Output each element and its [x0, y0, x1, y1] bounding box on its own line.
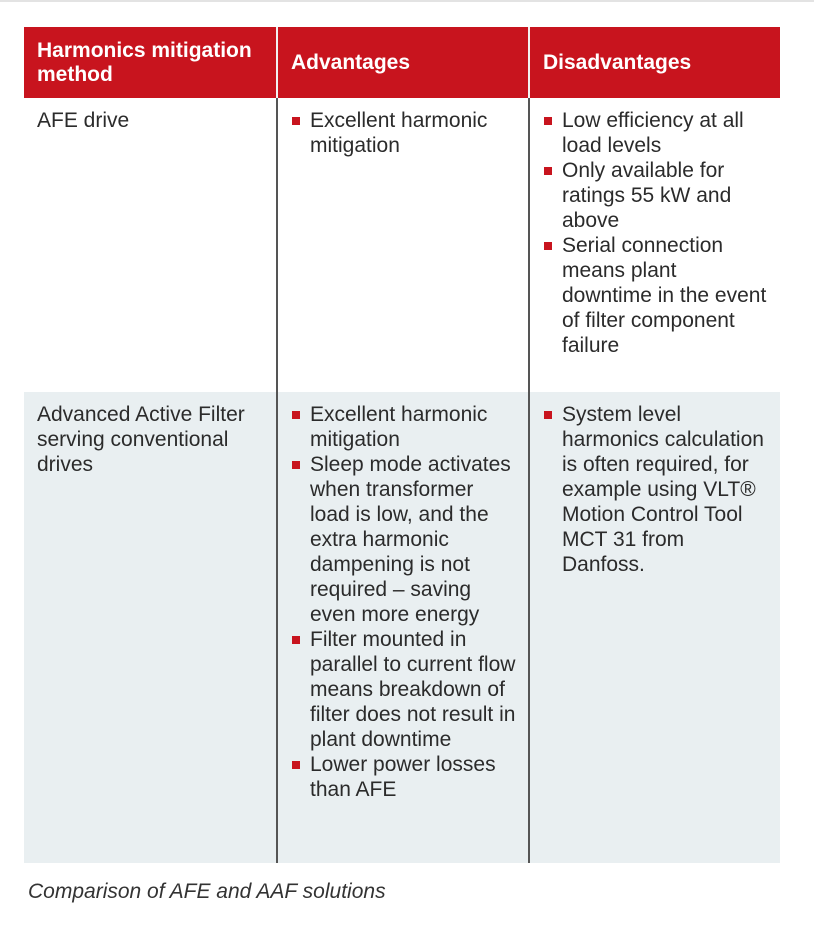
advantages-cell [276, 98, 528, 392]
header-advantages: Advantages [276, 27, 528, 98]
disadvantages-cell [528, 98, 780, 392]
list-item: Low efficiency at all load levels [544, 108, 768, 158]
header-disadvantages: Disadvantages [528, 27, 780, 98]
list-item: Excellent harmonic mitigation [292, 108, 516, 158]
bullet-square-icon [544, 167, 552, 175]
disadvantages-list [544, 108, 768, 358]
table-row [24, 392, 780, 863]
bullet-square-icon [544, 117, 552, 125]
method-cell: AFE drive [37, 109, 130, 132]
table-header [24, 27, 780, 98]
list-item: Serial connection means plant downtime in the event of filter component failure [544, 233, 768, 358]
top-rule [0, 0, 814, 2]
advantages-list [292, 108, 516, 158]
method-cell: Advanced Active Filter serving conventional drives [37, 403, 245, 476]
bullet-square-icon [292, 461, 300, 469]
list-item: Excellent harmonic mitigation [292, 402, 516, 452]
list-item: Only available for ratings 55 kW and above [544, 158, 768, 233]
bullet-square-icon [292, 411, 300, 419]
list-item: Sleep mode activates when transformer load is low, and the extra harmonic dampening is not required – saving even more energy [292, 452, 516, 627]
list-item: Filter mounted in parallel to current flow means breakdown of filter does not result in plant downtime [292, 627, 516, 752]
bullet-square-icon [544, 242, 552, 250]
advantages-cell [276, 392, 528, 863]
list-item: System level harmonics calculation is often required, for example using VLT® Motion Control Tool MCT 31 from Danfoss. [544, 402, 768, 577]
figure-caption: Comparison of AFE and AAF solutions [28, 880, 386, 903]
table-row [24, 98, 780, 392]
bullet-square-icon [292, 636, 300, 644]
bullet-square-icon [544, 411, 552, 419]
disadvantages-list [544, 402, 768, 577]
comparison-table [24, 27, 780, 863]
header-method: Harmonics mitigation method [37, 38, 252, 86]
advantages-list [292, 402, 516, 802]
bullet-square-icon [292, 117, 300, 125]
list-item: Lower power losses than AFE [292, 752, 516, 802]
bullet-square-icon [292, 761, 300, 769]
disadvantages-cell [528, 392, 780, 863]
